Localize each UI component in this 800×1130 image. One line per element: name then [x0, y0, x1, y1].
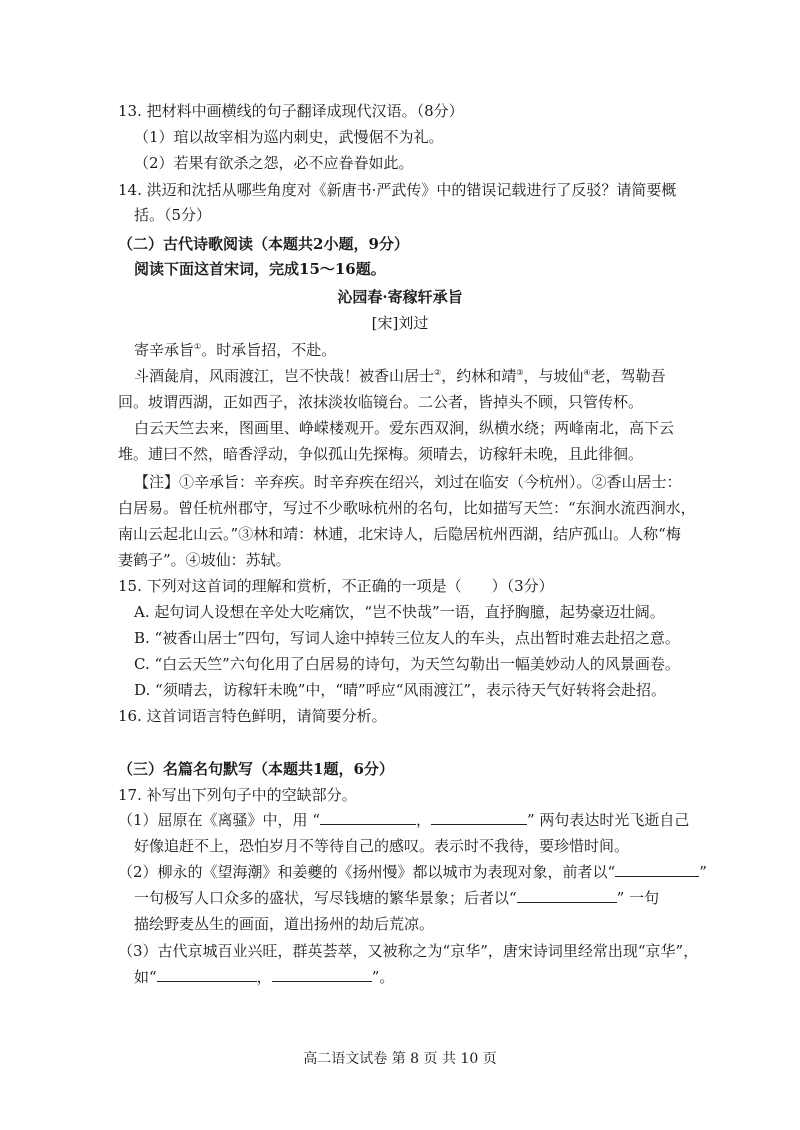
poem-line-2: 回。坡谓西湖，正如西子，浓抹淡妆临镜台。二公者，皆掉头不顾，只管传杯。: [118, 393, 644, 411]
q15-stem: 15. 下列对这首词的理解和赏析，不正确的一项是（ ）（3分）: [118, 577, 554, 595]
q17-item-2: [118, 861, 707, 883]
item-text: ” 一句: [616, 889, 660, 907]
q17-item-2-cont: [134, 887, 659, 909]
q17-item-3: （3）古代京城百业兴旺，群英荟萃，又被称之为“京华”，唐宋诗词里经常出现“京华”，: [118, 942, 699, 960]
q17-item-3-cont: [134, 966, 394, 988]
poem-text: 老，驾勒吾: [590, 367, 666, 385]
q14-line-1: 14. 洪迈和沈括从哪些角度对《新唐书·严武传》中的错误记载进行了反驳？请简要概: [118, 181, 677, 199]
section-3-heading: （三）名篇名句默写（本题共1题，6分）: [118, 760, 394, 778]
q13-stem: 13. 把材料中画横线的句子翻译成现代汉语。（8分）: [118, 102, 464, 120]
answer-blank[interactable]: [615, 862, 699, 877]
item-text: ”: [699, 863, 707, 881]
poem-line-3: 白云天竺去来，图画里、峥嵘楼观开。爱东西双涧，纵横水绕；两峰南北，高下云: [134, 419, 675, 437]
answer-blank[interactable]: [320, 810, 416, 825]
poem-text: 寄辛承旨: [134, 341, 195, 359]
q15-option-b: B. “被香山居士”四句，写词人途中掉转三位友人的车头，点出暂时难去赴招之意。: [134, 629, 680, 647]
footnote-marker: ②: [434, 368, 442, 377]
answer-blank[interactable]: [517, 888, 617, 903]
q15-option-d: D. “须晴去，访稼轩未晚”中，“晴”呼应“风雨渡江”，表示待天气好转将会赴招。: [134, 681, 667, 699]
item-text: 如“: [134, 968, 157, 986]
q15-option-a: A. 起句词人设想在辛处大吃痛饮，“岂不快哉”一语，直抒胸臆，起势豪迈壮阔。: [134, 603, 665, 621]
item-text: 一句极写人口众多的盛状，写尽钱塘的繁华景象；后者以“: [134, 889, 517, 907]
item-text: ，: [415, 811, 431, 829]
answer-blank[interactable]: [431, 810, 527, 825]
notes-line-1: 【注】①辛承旨：辛弃疾。时辛弃疾在绍兴，刘过在临安（今杭州）。②香山居士：: [134, 473, 682, 491]
notes-line-3: 南山云起北山云。”③林和靖：林逋，北宋诗人，后隐居杭州西湖，结庐孤山。人称“梅: [118, 525, 681, 543]
q17-stem: 17. 补写出下列句子中的空缺部分。: [118, 786, 357, 804]
q13-item-1: （1）琯以故宰相为巡内刺史，武慢倨不为礼。: [134, 128, 444, 146]
poem-preface: [134, 339, 336, 361]
answer-blank[interactable]: [272, 967, 372, 982]
answer-blank[interactable]: [157, 967, 257, 982]
poem-text: 。时承旨招，不赴。: [201, 341, 337, 359]
item-text: （1）屈原在《离骚》中，用 “: [118, 811, 320, 829]
poem-author: [宋]刘过: [371, 314, 429, 332]
poem-line-4: 堆。逋曰不然，暗香浮动，争似孤山先探梅。须晴去，访稼轩未晚，且此徘徊。: [118, 445, 644, 463]
q16-stem: 16. 这首词语言特色鲜明，请简要分析。: [118, 707, 387, 725]
notes-line-2: 白居易。曾任杭州郡守，写过不少歌咏杭州的名句，比如描写天竺：“东涧水流西涧水，: [118, 499, 696, 517]
q17-item-1: [118, 809, 689, 831]
footnote-marker: ③: [516, 368, 524, 377]
item-text: （2）柳永的《望海潮》和姜夔的《扬州慢》都以城市为表现对象，前者以“: [118, 863, 616, 881]
item-text: ”。: [371, 968, 395, 986]
poem-text: ，与坡仙: [523, 367, 584, 385]
section-2-instruction: 阅读下面这首宋词，完成15～16题。: [134, 260, 386, 278]
notes-line-4: 妻鹤子”。④坡仙：苏轼。: [118, 551, 291, 569]
q13-item-2: （2）若果有欲杀之怨，必不应眷眷如此。: [134, 154, 414, 172]
poem-line-1: [134, 365, 666, 387]
poem-text: ，约林和靖: [441, 367, 517, 385]
footnote-marker: ④: [583, 368, 591, 377]
poem-title: 沁园春·寄稼轩承旨: [337, 288, 463, 306]
q17-item-1-cont: 好像追赶不上，恐怕岁月不等待自己的感叹。表示时不我待，要珍惜时间。: [134, 837, 630, 855]
poem-text: 斗酒彘肩，风雨渡江，岂不快哉！被香山居士: [134, 367, 435, 385]
section-2-heading: （二）古代诗歌阅读（本题共2小题，9分）: [118, 235, 409, 253]
footnote-marker: ①: [194, 342, 202, 351]
item-text: ” 两句表达时光飞逝自己: [527, 811, 690, 829]
item-text: ，: [256, 968, 272, 986]
q14-line-2: 括。（5分）: [134, 206, 212, 224]
q17-item-2-end: 描绘野麦丛生的画面，道出扬州的劫后荒凉。: [134, 915, 435, 933]
q15-option-c: C. “白云天竺”六句化用了白居易的诗句，为天竺勾勒出一幅美妙动人的风景画卷。: [134, 655, 680, 673]
page-footer: 高二语文试卷 第 8 页 共 10 页: [303, 1051, 497, 1067]
